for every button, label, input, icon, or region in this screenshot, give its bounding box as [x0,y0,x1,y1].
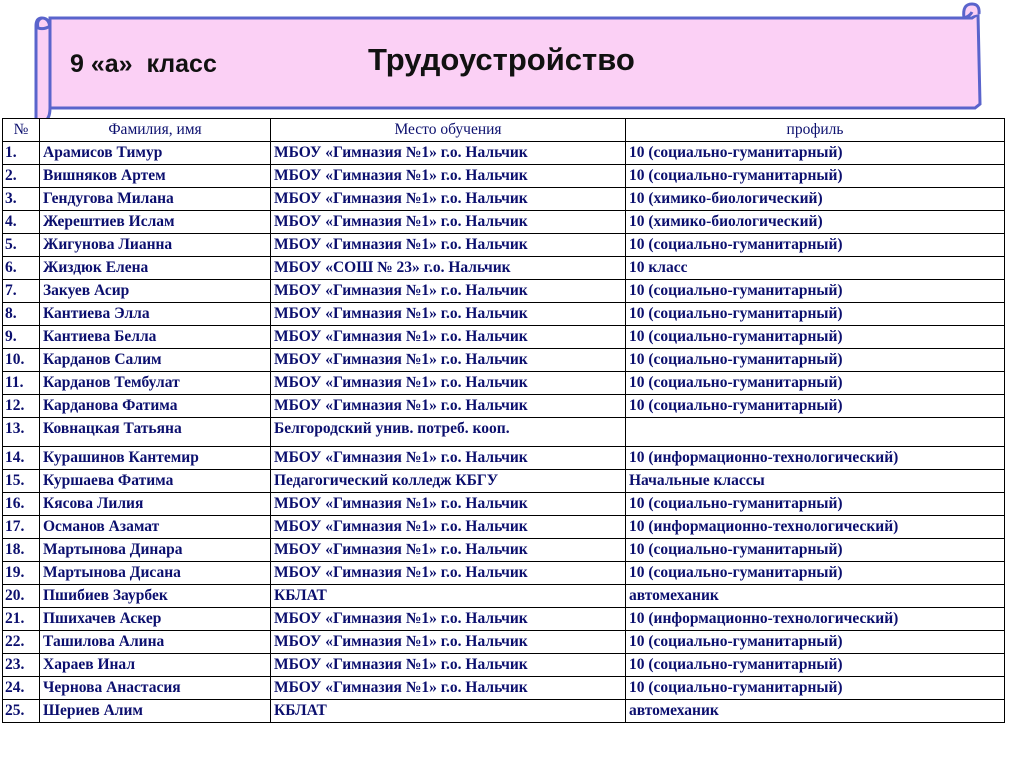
cell-profile: Начальные классы [626,470,1005,493]
table-row [3,418,1005,447]
cell-study-place: МБОУ «Гимназия №1» г.о. Нальчик [271,516,626,539]
cell-profile: 10 (информационно-технологический) [626,608,1005,631]
cell-name: Арамисов Тимур [40,142,271,165]
cell-name: Кясова Лилия [40,493,271,516]
class-label: 9 «а» класс [70,50,217,78]
cell-profile: 10 (социально-гуманитарный) [626,165,1005,188]
table-row [3,470,1005,493]
page-title: Трудоустройство [368,42,635,77]
cell-profile: 10 (социально-гуманитарный) [626,631,1005,654]
cell-number: 17. [3,516,40,539]
table-row [3,142,1005,165]
table-row [3,516,1005,539]
table-row [3,211,1005,234]
table-row [3,493,1005,516]
header-profile: профиль [626,119,1005,142]
cell-study-place: МБОУ «Гимназия №1» г.о. Нальчик [271,234,626,257]
cell-profile: 10 (социально-гуманитарный) [626,142,1005,165]
cell-number: 10. [3,349,40,372]
cell-profile: 10 (социально-гуманитарный) [626,677,1005,700]
cell-number: 2. [3,165,40,188]
table-row [3,349,1005,372]
cell-study-place: МБОУ «Гимназия №1» г.о. Нальчик [271,447,626,470]
cell-profile [626,418,1005,447]
cell-profile: 10 (социально-гуманитарный) [626,349,1005,372]
header-number: № [3,119,40,142]
table-row [3,303,1005,326]
cell-name: Жиздюк Елена [40,257,271,280]
cell-study-place: МБОУ «Гимназия №1» г.о. Нальчик [271,349,626,372]
table-row [3,188,1005,211]
cell-study-place: МБОУ «Гимназия №1» г.о. Нальчик [271,280,626,303]
cell-name: Ковнацкая Татьяна [40,418,271,447]
cell-study-place: МБОУ «Гимназия №1» г.о. Нальчик [271,188,626,211]
table-row [3,326,1005,349]
cell-number: 7. [3,280,40,303]
cell-name: Шериев Алим [40,700,271,723]
cell-number: 22. [3,631,40,654]
cell-name: Османов Азамат [40,516,271,539]
table-row [3,280,1005,303]
cell-number: 15. [3,470,40,493]
cell-number: 6. [3,257,40,280]
cell-name: Курашинов Кантемир [40,447,271,470]
table-row [3,539,1005,562]
table-row [3,700,1005,723]
cell-name: Пшихачев Аскер [40,608,271,631]
cell-number: 9. [3,326,40,349]
table-row [3,395,1005,418]
cell-profile: 10 (информационно-технологический) [626,447,1005,470]
cell-number: 1. [3,142,40,165]
cell-name: Ташилова Алина [40,631,271,654]
cell-number: 25. [3,700,40,723]
cell-study-place: КБЛАТ [271,585,626,608]
cell-study-place: МБОУ «Гимназия №1» г.о. Нальчик [271,303,626,326]
cell-profile: 10 (информационно-технологический) [626,516,1005,539]
header-study-place: Место обучения [271,119,626,142]
cell-name: Закуев Асир [40,280,271,303]
cell-name: Мартынова Дисана [40,562,271,585]
cell-number: 21. [3,608,40,631]
cell-number: 23. [3,654,40,677]
cell-name: Карданов Салим [40,349,271,372]
table-row [3,372,1005,395]
cell-name: Кантиева Элла [40,303,271,326]
cell-number: 4. [3,211,40,234]
cell-profile: 10 (социально-гуманитарный) [626,539,1005,562]
cell-number: 14. [3,447,40,470]
cell-study-place: МБОУ «Гимназия №1» г.о. Нальчик [271,211,626,234]
cell-number: 16. [3,493,40,516]
cell-name: Карданова Фатима [40,395,271,418]
cell-study-place: МБОУ «Гимназия №1» г.о. Нальчик [271,165,626,188]
cell-number: 11. [3,372,40,395]
table-row [3,562,1005,585]
cell-study-place: МБОУ «Гимназия №1» г.о. Нальчик [271,372,626,395]
cell-number: 3. [3,188,40,211]
cell-profile: 10 (социально-гуманитарный) [626,395,1005,418]
cell-profile: 10 (социально-гуманитарный) [626,303,1005,326]
cell-profile: 10 (социально-гуманитарный) [626,654,1005,677]
cell-profile: 10 (химико-биологический) [626,211,1005,234]
cell-study-place: Педагогический колледж КБГУ [271,470,626,493]
cell-number: 19. [3,562,40,585]
cell-study-place: МБОУ «Гимназия №1» г.о. Нальчик [271,493,626,516]
cell-study-place: МБОУ «СОШ № 23» г.о. Нальчик [271,257,626,280]
cell-number: 5. [3,234,40,257]
cell-study-place: МБОУ «Гимназия №1» г.о. Нальчик [271,608,626,631]
cell-name: Хараев Инал [40,654,271,677]
cell-study-place: МБОУ «Гимназия №1» г.о. Нальчик [271,631,626,654]
header-name: Фамилия, имя [40,119,271,142]
table-row [3,585,1005,608]
table-row [3,677,1005,700]
cell-profile: автомеханик [626,700,1005,723]
cell-study-place: МБОУ «Гимназия №1» г.о. Нальчик [271,326,626,349]
table-row [3,447,1005,470]
cell-name: Карданов Тембулат [40,372,271,395]
cell-study-place: КБЛАТ [271,700,626,723]
cell-number: 12. [3,395,40,418]
cell-profile: 10 (социально-гуманитарный) [626,372,1005,395]
cell-study-place: МБОУ «Гимназия №1» г.о. Нальчик [271,539,626,562]
cell-study-place: МБОУ «Гимназия №1» г.о. Нальчик [271,142,626,165]
cell-profile: 10 (социально-гуманитарный) [626,326,1005,349]
table-row [3,257,1005,280]
table-row [3,654,1005,677]
cell-study-place: МБОУ «Гимназия №1» г.о. Нальчик [271,677,626,700]
cell-profile: 10 (социально-гуманитарный) [626,493,1005,516]
table-header-row [3,119,1005,142]
cell-name: Мартынова Динара [40,539,271,562]
cell-name: Вишняков Артем [40,165,271,188]
cell-profile: 10 (химико-биологический) [626,188,1005,211]
cell-name: Кантиева Белла [40,326,271,349]
cell-profile: автомеханик [626,585,1005,608]
cell-study-place: Белгородский унив. потреб. кооп. [271,418,626,447]
cell-name: Гендугова Милана [40,188,271,211]
cell-profile: 10 (социально-гуманитарный) [626,234,1005,257]
table-row [3,165,1005,188]
cell-profile: 10 (социально-гуманитарный) [626,562,1005,585]
cell-name: Жигунова Лианна [40,234,271,257]
cell-name: Пшибиев Заурбек [40,585,271,608]
cell-profile: 10 класс [626,257,1005,280]
cell-number: 18. [3,539,40,562]
cell-name: Жерештиев Ислам [40,211,271,234]
cell-name: Чернова Анастасия [40,677,271,700]
cell-study-place: МБОУ «Гимназия №1» г.о. Нальчик [271,395,626,418]
cell-profile: 10 (социально-гуманитарный) [626,280,1005,303]
table-row [3,608,1005,631]
table-row [3,234,1005,257]
cell-study-place: МБОУ «Гимназия №1» г.о. Нальчик [271,654,626,677]
cell-study-place: МБОУ «Гимназия №1» г.о. Нальчик [271,562,626,585]
cell-name: Куршаева Фатима [40,470,271,493]
cell-number: 8. [3,303,40,326]
cell-number: 20. [3,585,40,608]
employment-table [2,118,1005,723]
table-row [3,631,1005,654]
cell-number: 13. [3,418,40,447]
cell-number: 24. [3,677,40,700]
title-banner-scroll [0,0,1024,118]
